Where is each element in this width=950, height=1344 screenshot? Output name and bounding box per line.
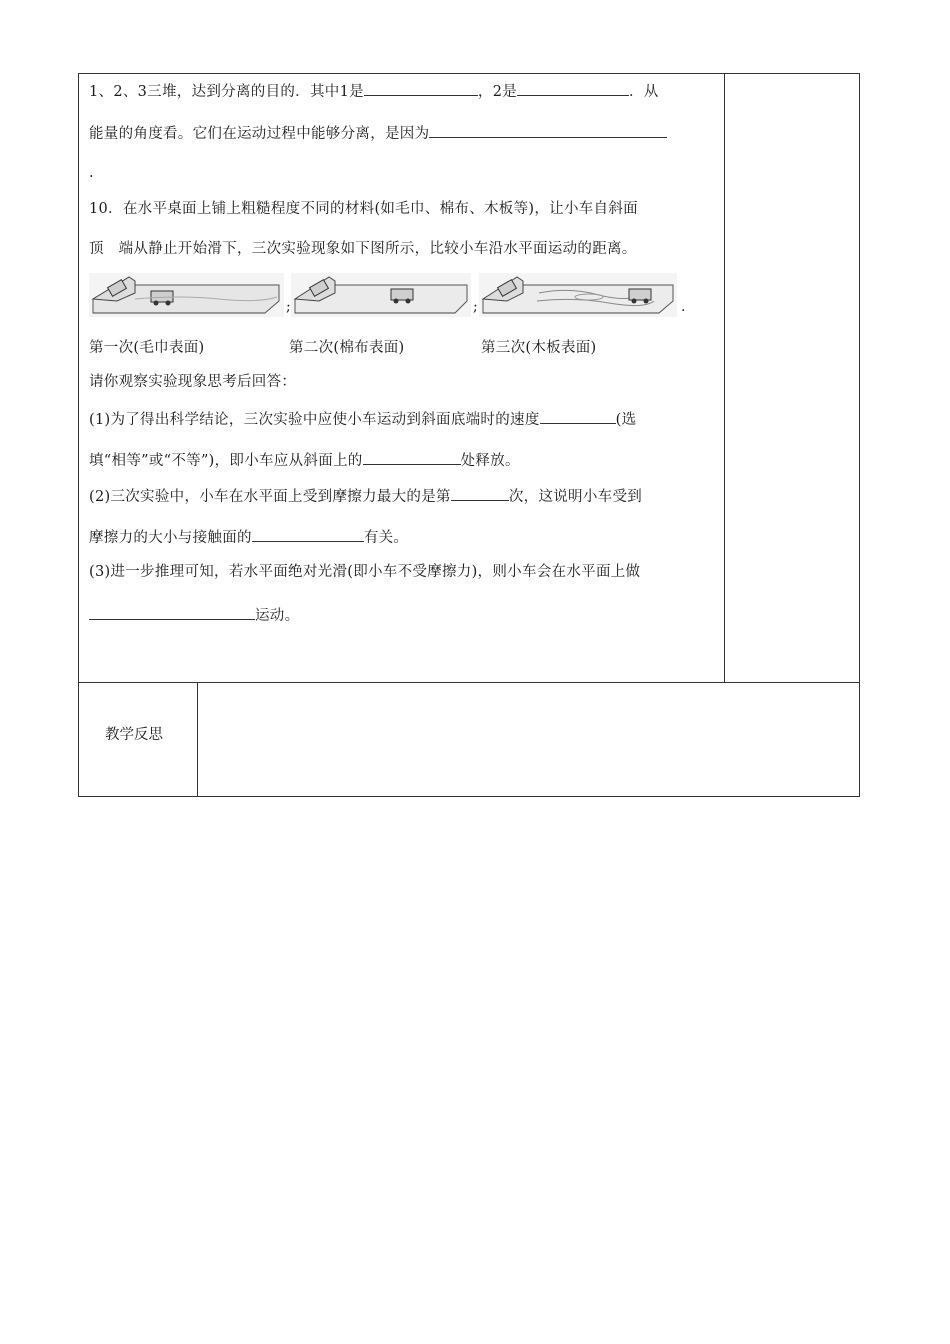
caption-towel: 第一次(毛巾表面) [89,340,205,356]
text-q10a: 10．在水平桌面上铺上粗糙程度不同的材料(如毛巾、棉布、木板等)，让小车自斜面 [89,201,638,217]
part-1-line-1 [89,408,636,430]
text-p2c: 摩擦力的大小与接触面的 [89,530,252,546]
part-2-line-2 [89,526,408,548]
text-p2b: 次，这说明小车受到 [508,489,643,505]
text-l2a: 能量的角度看。它们在运动过程中能够分离，是因为 [89,126,430,142]
text-l3: . [89,165,94,181]
text-p1a: (1)为了得出科学结论，三次实验中应使小车运动到斜面底端时的速度 [89,412,540,428]
blank-5[interactable] [363,449,461,465]
line-2 [89,122,667,144]
text-p1b: (选 [615,412,637,428]
teaching-reflection-label: 教学反思 [105,727,163,743]
line-1 [89,80,659,102]
prompt-line [89,372,296,392]
part-3-line-2 [89,604,299,626]
blank-1[interactable] [364,80,478,96]
column-divider-top [724,74,725,682]
text-l1b: ，2是 [477,84,518,100]
separator-3: . [681,299,686,315]
figure-cotton [291,273,471,317]
text-p3a: (3)进一步推理可知，若水平面绝对光滑(即小车不受摩擦力)，则小车会在水平面上做 [89,564,641,580]
blank-7[interactable] [252,526,364,542]
blank-8[interactable] [89,604,255,620]
part-3-line-1 [89,562,640,582]
question-10-line-2 [89,239,637,259]
line-3 [89,163,94,183]
blank-6[interactable] [451,485,509,501]
question-10-line-1 [89,199,638,219]
text-p3b: 运动。 [255,608,300,624]
caption-wood: 第三次(木板表面) [481,340,597,356]
part-1-line-2 [89,449,520,471]
figure-towel [89,273,284,317]
text-l1a: 1、2、3三堆，达到分离的目的．其中1是 [89,84,364,100]
row-divider [79,682,859,683]
figure-wood [479,273,677,317]
text-p1d: 处释放。 [460,453,520,469]
text-prompt: 请你观察实验现象思考后回答： [89,374,297,390]
caption-cotton: 第二次(棉布表面) [289,340,405,356]
text-p2a: (2)三次实验中，小车在水平面上受到摩擦力最大的是第 [89,489,451,505]
text-q10b: 顶 端从静止开始滑下，三次实验现象如下图所示，比较小车沿水平面运动的距离。 [89,241,637,257]
part-2-line-1 [89,485,642,507]
text-p1c: 填“相等”或“不等”)，即小车应从斜面上的 [89,453,363,469]
text-l1c: ．从 [629,84,659,100]
blank-3[interactable] [429,122,667,138]
text-p2d: 有关。 [363,530,409,546]
worksheet-table [78,73,860,797]
separator-1: ; [286,299,292,315]
blank-4[interactable] [540,408,616,424]
separator-2: ; [473,299,479,315]
blank-2[interactable] [517,80,629,96]
column-divider-bottom [197,682,198,796]
experiment-figures [89,273,719,319]
